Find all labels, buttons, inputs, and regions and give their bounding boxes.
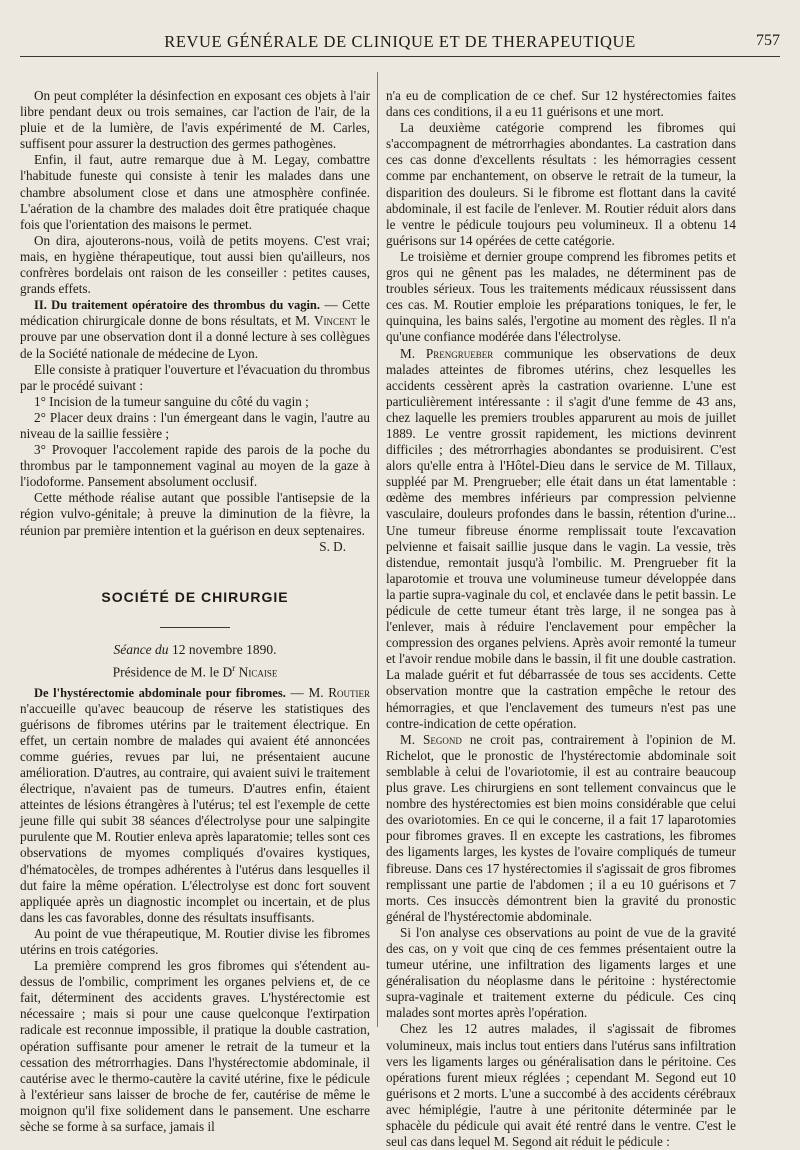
- prefix: M.: [400, 731, 423, 747]
- author-name: M. Routier: [308, 684, 370, 700]
- seance-day: 12 novembre: [171, 641, 243, 657]
- list-item: 2° Placer deux drains : l'un émergeant dans le vagin, l'autre au niveau de la saillie fessière ;: [20, 409, 370, 441]
- right-column: [386, 88, 736, 1150]
- paragraph: [20, 490, 370, 538]
- prefix: M.: [400, 345, 426, 361]
- paragraph: La première comprend les gros fibromes qui s'étendent au-dessus de l'ombilic, compriment les organes pelviens et, de ce fait, déterminent des accidents graves. L'hystérectomie est nécessaire ; mais si pour une cause quelconque l'extirpation radicale est reconnue impossible, il pratique la double castration, opération suffisante pour amener le retrait de la tumeur et la cessation des métrorrhagies. Dans l'hystérectomie abdominale, il cautérise avec le thermo-cautère la cavité utérine, fixe le pédicule à l'extérieur sans laisser de broche de fer, cautérise de même le moignon qu'il fixe solidement dans le pansement. Une escharre sèche se forme à sa surface, jamais il: [20, 958, 370, 1135]
- paragraph: Le troisième et dernier groupe comprend les fibromes petits et gros qui ne gênent pas les malades, ne déterminent pas de troubles sérieux. Tous les traitements médicaux réussissent dans ces cas. M. Routier emploie les préparations toniques, le fer, le quinquina, les bains salés, l'ergotine au moment des règles. Il n'a qu'une confiance modérée dans l'électrolyse.: [386, 248, 736, 345]
- paragraph-text: n'accueille qu'avec beaucoup de réserve les statistiques des guérisons de fibromes utérins par le traitement électrique. En effet, un certain nombre de malades qui avaient été annoncées comme guéries, revues par lui, ne présentaient aucune amélioration. D'autres, au contraire, qui avaient suivi le traitement électrique, n'avaient pas de tumeurs. D'autres enfin, étaient atteintes de lésions étrangères à l'utérus; tel est l'exemple de cette jeune fille qui subit 38 séances d'électrolyse pour une salpingite purulente que M. Routier enleva après laparatomie; telles sont ces observations de myomes compliqués d'ovaires kystiques, d'hématocèles, de trompes adhérentes à l'utérus dans lesquelles il dut faire la même opération. L'électrolyse est donc fort souvent appliquée après un diagnostic incomplet ou incertain, et de plus dans les cas favorables, donne des résultats insuffisants.: [20, 700, 370, 925]
- paragraph-thrombus: [20, 297, 370, 361]
- page-header: [20, 30, 780, 57]
- paragraph-text: Cette méthode réalise autant que possible l'antisepsie de la région vulvo-génitale; à preuve la diminution de la fièvre, la réunion par première intention et la guérison en deux septenaires.: [20, 490, 370, 538]
- paragraph: Chez les 12 autres malades, il s'agissait de fibromes volumineux, mais inclus tout entiers dans l'utérus sans infiltration vers les ligaments larges ou généralisation dans le péritoine. Ces opérations furent mieux réglées ; cependant M. Segond eut 10 guérisons et 2 morts. L'une a succombé à des accidents cérébraux avec hémiplégie, l'autre à une péritonite déterminée par le sphacèle du pédicule qui avait été rentré dans le ventre. C'est le seul cas dans lequel M. Segond ait réduit le pédicule :: [386, 1021, 736, 1150]
- seance-label: Séance du: [113, 641, 169, 657]
- paragraph: Si l'on analyse ces observations au point de vue de la gravité des cas, on y voit que cinq de ces femmes présentaient outre la tumeur utérine, une infiltration des ligaments larges et une généralisation du néoplasme dans le péritoine : hystérectomie supra-vaginale et traitement externe du pédicule. Ces cinq malades sont mortes après l'opération.: [386, 924, 736, 1021]
- page-number: 757: [756, 32, 780, 49]
- president-name: Nicaise: [238, 664, 278, 680]
- presidence-prefix: Présidence de M. le D: [112, 664, 233, 680]
- title-rule: [160, 627, 230, 628]
- paragraph: On dira, ajouterons-nous, voilà de petits moyens. C'est vrai; mais, en hygiène thérapeutique, tout aussi bien qu'ailleurs, nos confrères bordelais ont raison de les conseiller : petites causes, grands effets.: [20, 232, 370, 297]
- author-name: Prengrueber: [425, 345, 494, 361]
- running-title: REVUE GÉNÉRALE DE CLINIQUE ET DE THERAPEUTIQUE: [164, 32, 636, 51]
- seance-date: [20, 642, 370, 658]
- presidence-sup: r: [232, 662, 236, 673]
- author-name: Segond: [423, 731, 462, 747]
- paragraph: Au point de vue thérapeutique, M. Routier divise les fibromes utérins en trois catégories.: [20, 925, 370, 957]
- paragraph-segond: [386, 732, 736, 925]
- paragraph-text: — Cette médication chirurgicale donne de bons résultats, et M.: [20, 297, 370, 329]
- paragraph-prengrueber: [386, 346, 736, 732]
- paragraph-text: ne croit pas, contrairement à l'opinion de M. Richelot, que le pronostic de l'hystérectomie abdominale soit semblable à celui de l'ovariotomie, il est au contraire beaucoup plus grave. Les chirurgiens en sont tellement convaincus que le nombre des hystérectomies est bien moins considérable que celui des ovariotomies. En ce qui le concerne, il a fait 17 laparotomies pour fibromes graves. Il en excepte les castrations, les fibromes des ligaments larges, les kystes de l'ovaire compliqués de tumeur fibreuse. Dans ces 17 hystérectomies il s'agissait de gros fibromes remplissant une partie de l'abdomen ; il a eu 10 guérisons et 7 morts. Ces insuccès démontrent bien la gravité du pronostic général de l'hystérectomie abdominale.: [386, 731, 736, 924]
- list-item: 3° Provoquer l'accolement rapide des parois de la poche du thrombus par le tamponnement vaginal au moyen de la gaze à l'iodoforme. Pansement absolument occlusif.: [20, 442, 370, 490]
- paragraph: n'a eu de complication de ce chef. Sur 12 hystérectomies faites dans ces conditions, il a eu 11 guérisons et une mort.: [386, 88, 736, 120]
- paragraph: Enfin, il faut, autre remarque due à M. Legay, combattre l'habitude funeste qui consiste à tenir les malades dans une chambre absolument close et dans une atmosphère confinée. L'aération de la chambre des malades doit être pratiquée chaque fois que l'orientation des maisons le permet.: [20, 152, 370, 232]
- column-divider: [377, 72, 378, 1027]
- paragraph-text: le prouve par une observation dont il a donné lecture à ses collègues de la Société nationale de médecine de Lyon.: [20, 313, 370, 361]
- list-item: 1° Incision de la tumeur sanguine du côté du vagin ;: [34, 393, 309, 409]
- signature: S. D.: [319, 538, 346, 554]
- section-heading-hysterectomie: De l'hystérectomie abdominale pour fibromes.: [34, 685, 286, 700]
- dash: —: [285, 684, 304, 700]
- section-heading-thrombus: II. Du traitement opératoire des thrombus du vagin.: [34, 298, 320, 313]
- signature-line: [20, 539, 370, 555]
- paragraph-hysterectomie: [20, 685, 370, 926]
- author-name: Vincent: [314, 313, 357, 329]
- society-title: SOCIÉTÉ DE CHIRURGIE: [101, 588, 289, 605]
- paragraph: La deuxième catégorie comprend les fibromes qui s'accompagnent de métrorrhagies abondantes. La castration dans ces cas donne d'excellents résultats : les hémorragies cessent comme par enchantement, on observe le retrait de la tumeur, la disparition des douleurs. Si le fibrome est flottant dans la cavité abdominale, il est facile de l'enlever. M. Routier réduit alors dans le ventre le pédicule toujours peu volumineux. Il a obtenu 14 guérisons sur 14 opérées de cette catégorie.: [386, 120, 736, 248]
- left-column: [20, 88, 370, 1135]
- presidence: [20, 660, 370, 681]
- paragraph-text: communique les observations de deux malades atteintes de fibromes utérins, chez lesquelles les accidents cessèrent après la castration ovarienne. L'une est particulièrement intéressante : il s'agit d'une femme de 43 ans, chez laquelle les premiers troubles apparurent au mois de juillet 1889. Le ventre grossit rapidement, les mictions devinrent difficiles ; des métrorrhagies abondantes se produisirent. C'est alors qu'elle entra à l'Hôtel-Dieu dans le service de M. Tillaux, suppléé par M. Prengrueber; elle était dans un état lamentable : œdème des membres inférieurs par compression pelvienne vasculaire, douleurs profondes dans le bassin, rétention d'urine... Une tumeur fibreuse énorme remplissait toute l'excavation pelvienne et faisait saillie jusque dans le vagin. La vessie, très distendue, remontait jusqu'à l'ombilic. M. Prengrueber fit la laparotomie et trouva une volumineuse tumeur développée dans la partie supra-vaginale du col, et enclavée dans le petit bassin. Le pédicule de cette tumeur étant très large, il ne songea pas à l'enlever, mais à réduire l'enclavement pour empêcher la compression des organes pelviens. Après avoir remonté la tumeur et l'avoir rendue mobile dans le bassin, il fit une double castration. La malade guérit et fut débarrassée de tous ses accidents. Cette observation montre que la castration empêche le retour des hémorragies, et que l'enclavement des tumeurs n'est pas une contre-indication de cette opération.: [386, 345, 736, 731]
- paragraph: Elle consiste à pratiquer l'ouverture et l'évacuation du thrombus par le procédé suivant :: [20, 361, 370, 393]
- seance-year: 1890.: [246, 641, 277, 657]
- paragraph: On peut compléter la désinfection en exposant ces objets à l'air libre pendant deux ou trois semaines, car l'action de l'air, de la pluie et de la lumière, de l'avis expérimenté de M. Carles, suffisent pour assurer la destruction des germes pathogènes.: [20, 88, 370, 152]
